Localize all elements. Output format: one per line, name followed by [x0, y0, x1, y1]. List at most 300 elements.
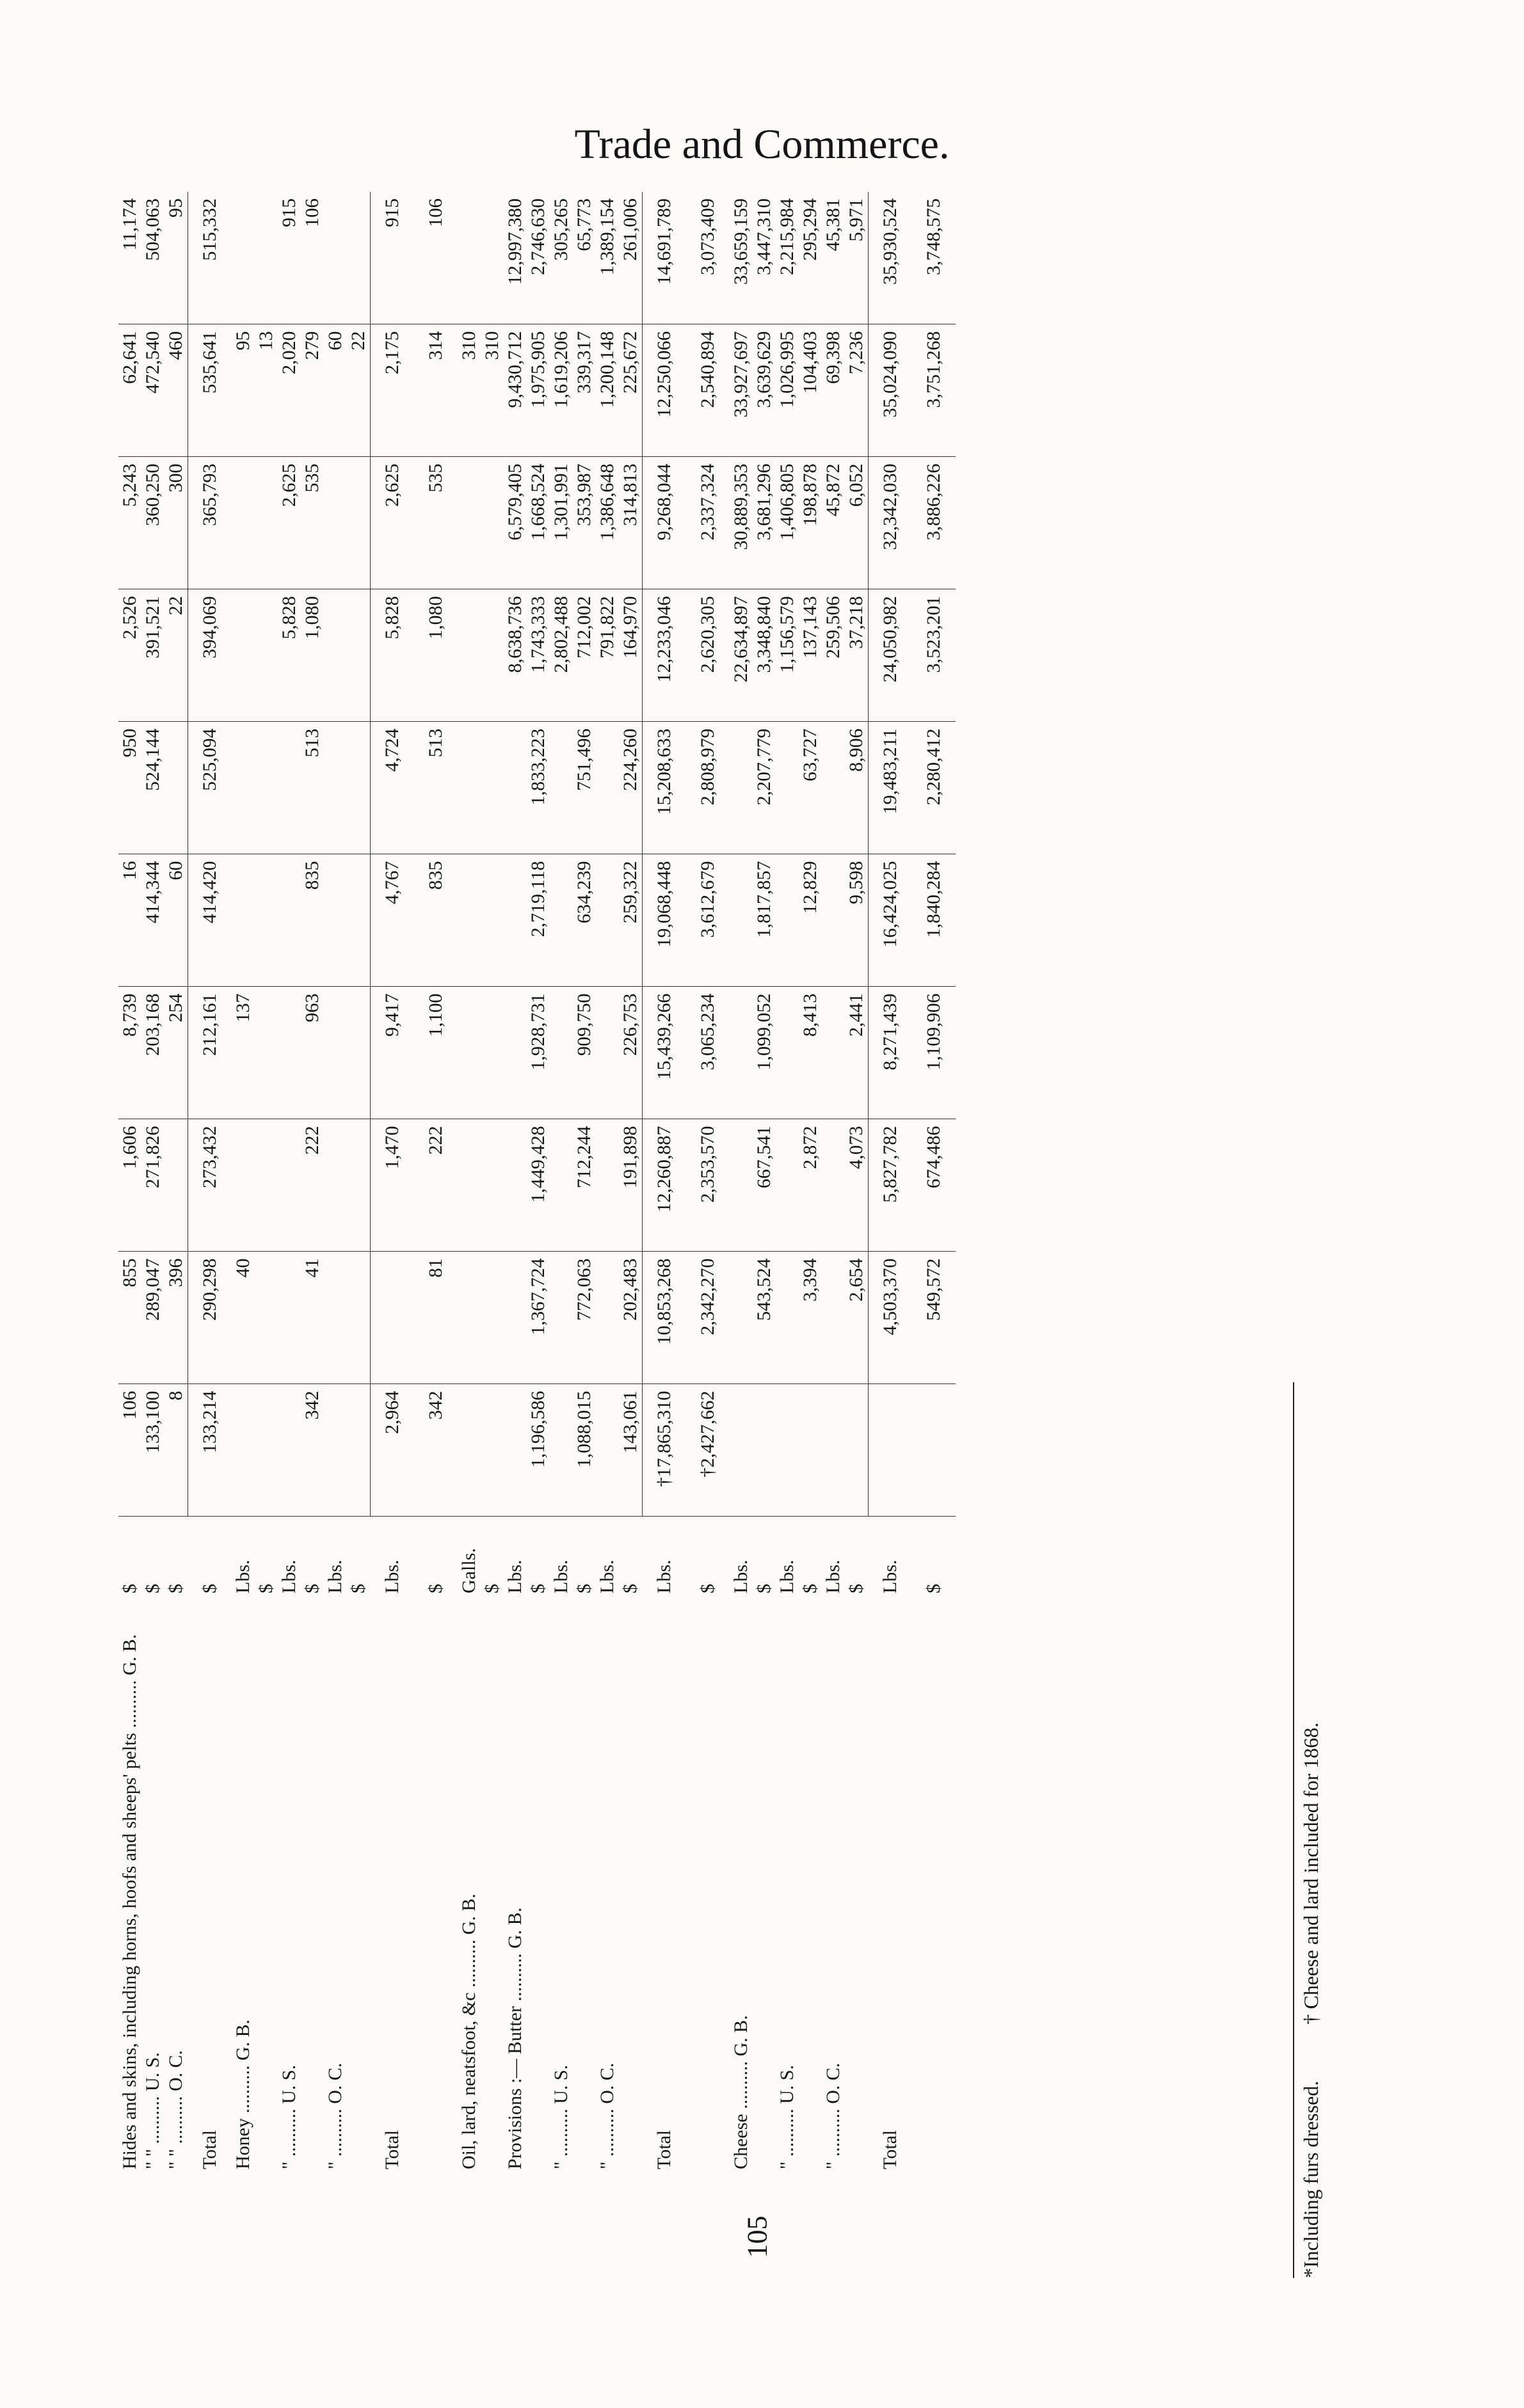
row-unit: $	[620, 1584, 641, 1593]
table-cell: 2,215,984	[776, 192, 799, 324]
row-label	[481, 1600, 504, 2176]
table-cell: 3,348,840	[753, 589, 776, 722]
table-cell: 360,250	[141, 457, 164, 589]
table-cell: 198,878	[799, 457, 822, 589]
table-cell	[481, 722, 504, 854]
table-cell: 1,100	[414, 987, 458, 1119]
row-unit: Lbs.	[653, 1559, 675, 1593]
table-cell: 339,317	[573, 324, 596, 457]
table-cell	[776, 722, 799, 854]
table-row	[481, 192, 504, 2176]
table-cell	[232, 589, 255, 722]
table-cell: 81	[414, 1252, 458, 1384]
table-cell: 472,540	[141, 324, 164, 457]
table-cell: 1,301,991	[550, 457, 573, 589]
table-cell	[596, 1384, 619, 1517]
table-cell: 3,751,268	[912, 324, 956, 457]
table-cell: 24,050,982	[869, 589, 913, 722]
table-cell	[255, 589, 278, 722]
row-label	[686, 1600, 730, 2176]
table-cell: 513	[414, 722, 458, 854]
table-cell	[550, 1252, 573, 1384]
table-cell	[278, 1252, 301, 1384]
table-cell: 191,898	[619, 1119, 643, 1252]
table-cell: 1,026,995	[776, 324, 799, 457]
row-unit: $	[119, 1584, 140, 1593]
table-cell	[845, 1384, 869, 1517]
table-cell: 674,486	[912, 1119, 956, 1252]
table-cell	[458, 192, 481, 324]
row-label	[573, 1600, 596, 2176]
row-country: G. B.	[458, 1894, 479, 1940]
table-cell	[255, 1119, 278, 1252]
table-cell: 226,753	[619, 987, 643, 1119]
table-cell: 106	[414, 192, 458, 324]
table-cell: 5,827,782	[869, 1119, 913, 1252]
table-cell: 30,889,353	[730, 457, 753, 589]
table-cell: 1,109,906	[912, 987, 956, 1119]
table-cell	[278, 722, 301, 854]
table-cell	[347, 1384, 371, 1517]
table-cell: 2,620,305	[686, 589, 730, 722]
row-unit: $	[348, 1584, 369, 1593]
table-cell: 3,612,679	[686, 854, 730, 987]
table-cell: 1,367,724	[527, 1252, 550, 1384]
table-cell: 95	[164, 192, 188, 324]
table-row	[776, 192, 799, 2176]
table-cell	[776, 854, 799, 987]
table-cell: 19,068,448	[643, 854, 687, 987]
table-cell: 5,243	[118, 457, 141, 589]
table-cell: 12,250,066	[643, 324, 687, 457]
table-cell: 2,337,324	[686, 457, 730, 589]
table-cell: 460	[164, 324, 188, 457]
table-cell: 1,928,731	[527, 987, 550, 1119]
table-cell: 543,524	[753, 1252, 776, 1384]
table-cell: 62,641	[118, 324, 141, 457]
table-cell: 3,639,629	[753, 324, 776, 457]
row-unit: $	[142, 1584, 163, 1593]
row-unit: Lbs.	[730, 1559, 751, 1593]
table-cell: 915	[278, 192, 301, 324]
table-cell	[822, 722, 845, 854]
table-cell	[550, 854, 573, 987]
table-cell: 835	[414, 854, 458, 987]
table-cell: 33,659,159	[730, 192, 753, 324]
row-label: Total	[653, 2130, 675, 2169]
table-cell: 45,381	[822, 192, 845, 324]
table-cell	[347, 589, 371, 722]
table-cell: 289,047	[141, 1252, 164, 1384]
row-unit: $	[799, 1584, 821, 1593]
table-cell	[324, 192, 347, 324]
table-row	[753, 192, 776, 2176]
table-row	[619, 192, 643, 2176]
table-cell	[822, 1384, 845, 1517]
table-cell: 259,322	[619, 854, 643, 987]
row-unit: $	[527, 1584, 549, 1593]
row-country: O. C.	[325, 2062, 346, 2109]
table-cell: 8,413	[799, 987, 822, 1119]
table-cell: 2,175	[371, 324, 415, 457]
table-cell: 2,526	[118, 589, 141, 722]
table-cell: 35,930,524	[869, 192, 913, 324]
table-cell: 2,020	[278, 324, 301, 457]
table-cell	[164, 1119, 188, 1252]
table-cell	[504, 1384, 527, 1517]
table-cell	[481, 192, 504, 324]
row-label: " .......... U. S.	[776, 2064, 798, 2169]
table-cell: 1,386,648	[596, 457, 619, 589]
table-cell	[730, 1252, 753, 1384]
table-cell	[232, 457, 255, 589]
row-label: Total	[879, 2130, 901, 2169]
table-cell: 4,724	[371, 722, 415, 854]
table-cell: 8	[164, 1384, 188, 1517]
table-cell: 394,069	[188, 589, 232, 722]
table-cell: 16,424,025	[869, 854, 913, 987]
table-cell: 37,218	[845, 589, 869, 722]
table-cell: 1,099,052	[753, 987, 776, 1119]
table-cell: 1,088,015	[573, 1384, 596, 1517]
table-cell	[776, 987, 799, 1119]
row-unit: Lbs.	[822, 1559, 844, 1593]
table-cell	[232, 854, 255, 987]
row-label	[912, 1600, 956, 2176]
table-cell	[347, 722, 371, 854]
row-unit: Lbs.	[381, 1559, 403, 1593]
table-cell	[324, 854, 347, 987]
table-cell	[347, 457, 371, 589]
table-cell: 3,394	[799, 1252, 822, 1384]
table-cell: 3,447,310	[753, 192, 776, 324]
row-label: Cheese .......... G. B.	[730, 2015, 751, 2169]
row-unit: Lbs.	[325, 1559, 346, 1593]
table-row	[414, 192, 458, 2176]
table-row	[912, 192, 956, 2176]
table-cell: 8,271,439	[869, 987, 913, 1119]
table-cell: 667,541	[753, 1119, 776, 1252]
table-cell: 225,672	[619, 324, 643, 457]
table-cell: 33,927,697	[730, 324, 753, 457]
row-country: G. B.	[119, 1634, 140, 1680]
table-cell: 1,449,428	[527, 1119, 550, 1252]
table-row	[347, 192, 371, 2176]
table-cell: 2,746,630	[527, 192, 550, 324]
table-row	[255, 192, 278, 2176]
table-row	[845, 192, 869, 2176]
table-cell: 12,260,887	[643, 1119, 687, 1252]
row-unit: $	[574, 1584, 595, 1593]
table-cell	[255, 854, 278, 987]
table-cell: 835	[301, 854, 324, 987]
table-cell	[458, 1119, 481, 1252]
page-number: 105	[741, 2215, 773, 2258]
table-cell	[458, 854, 481, 987]
row-label: " " .......... U. S.	[142, 2052, 163, 2169]
table-row	[324, 192, 347, 2176]
table-cell: 164,970	[619, 589, 643, 722]
table-cell	[481, 457, 504, 589]
table-cell	[232, 192, 255, 324]
table-cell	[822, 1119, 845, 1252]
table-cell: 60	[324, 324, 347, 457]
table-cell: 1,668,524	[527, 457, 550, 589]
row-unit: $	[846, 1584, 867, 1593]
table-cell: 9,598	[845, 854, 869, 987]
row-label: Total	[381, 2130, 403, 2169]
table-row	[550, 192, 573, 2176]
table-row	[188, 192, 232, 2176]
table-cell	[481, 1384, 504, 1517]
table-cell: 5,828	[371, 589, 415, 722]
table-cell: 261,006	[619, 192, 643, 324]
row-country: O. C.	[597, 2062, 618, 2109]
table-cell	[753, 1384, 776, 1517]
table-cell	[799, 1384, 822, 1517]
row-label	[799, 1600, 822, 2176]
table-cell	[347, 987, 371, 1119]
table-cell	[255, 1252, 278, 1384]
table-cell	[324, 987, 347, 1119]
row-country: U. S.	[550, 2064, 572, 2109]
row-label	[619, 1600, 643, 2176]
table-cell	[776, 1119, 799, 1252]
table-cell: 513	[301, 722, 324, 854]
table-cell: 305,265	[550, 192, 573, 324]
trade-table	[118, 192, 956, 2176]
table-cell: 6,052	[845, 457, 869, 589]
table-cell	[347, 192, 371, 324]
row-unit: $	[481, 1584, 502, 1593]
table-cell: 391,521	[141, 589, 164, 722]
table-cell: 751,496	[573, 722, 596, 854]
table-cell: 712,244	[573, 1119, 596, 1252]
table-cell: 202,483	[619, 1252, 643, 1384]
table-cell	[278, 1119, 301, 1252]
table-cell: 3,523,201	[912, 589, 956, 722]
row-unit: $	[198, 1584, 220, 1593]
table-cell: 60	[164, 854, 188, 987]
table-cell: 222	[414, 1119, 458, 1252]
table-cell: 549,572	[912, 1252, 956, 1384]
table-cell: 1,470	[371, 1119, 415, 1252]
table-cell	[504, 1252, 527, 1384]
footnote-1: *Including furs dressed.	[1299, 2080, 1322, 2278]
row-country: O. C.	[165, 2050, 186, 2096]
table-cell: 8,739	[118, 987, 141, 1119]
table-cell	[596, 722, 619, 854]
row-unit: $	[301, 1584, 323, 1593]
row-label	[753, 1600, 776, 2176]
table-cell: 963	[301, 987, 324, 1119]
table-cell: 4,503,370	[869, 1252, 913, 1384]
row-label: Provisions :— Butter .......... G. B.	[504, 1907, 525, 2169]
row-label	[414, 1600, 458, 2176]
table-cell: 14,691,789	[643, 192, 687, 324]
row-label: Hides and skins, including horns, hoofs and sheeps' pelts .......... G. B.	[119, 1634, 140, 2169]
table-cell: 3,073,409	[686, 192, 730, 324]
table-cell: 2,808,979	[686, 722, 730, 854]
table-cell: 535	[301, 457, 324, 589]
row-unit: $	[923, 1584, 944, 1593]
table-row	[141, 192, 164, 2176]
table-cell: 515,332	[188, 192, 232, 324]
row-unit: Lbs.	[776, 1559, 798, 1593]
table-cell: 524,144	[141, 722, 164, 854]
table-cell: 279	[301, 324, 324, 457]
table-cell: 712,002	[573, 589, 596, 722]
table-cell: 106	[301, 192, 324, 324]
table-cell: 3,681,296	[753, 457, 776, 589]
table-cell	[550, 987, 573, 1119]
table-cell	[481, 1119, 504, 1252]
table-cell: 310	[481, 324, 504, 457]
table-cell: 3,886,226	[912, 457, 956, 589]
row-label: Oil, lard, neatsfoot, &c .......... G. B.	[458, 1894, 479, 2169]
table-cell: 310	[458, 324, 481, 457]
table-cell	[912, 1384, 956, 1517]
table-cell: 1,833,223	[527, 722, 550, 854]
table-cell: 40	[232, 1252, 255, 1384]
table-cell	[232, 1119, 255, 1252]
table-cell	[324, 722, 347, 854]
table-cell: 909,750	[573, 987, 596, 1119]
row-label: Total	[198, 2130, 220, 2169]
table-cell	[164, 722, 188, 854]
row-label	[255, 1600, 278, 2176]
table-row	[118, 192, 141, 2176]
row-unit: Lbs.	[232, 1559, 253, 1593]
table-cell: 396	[164, 1252, 188, 1384]
table-cell	[347, 1252, 371, 1384]
table-cell	[550, 722, 573, 854]
table-cell: 22,634,897	[730, 589, 753, 722]
table-cell: 106	[118, 1384, 141, 1517]
table-cell: 104,403	[799, 324, 822, 457]
table-cell: 3,748,575	[912, 192, 956, 324]
table-cell	[481, 1252, 504, 1384]
table-cell	[458, 457, 481, 589]
table-cell	[324, 457, 347, 589]
table-cell: 143,061	[619, 1384, 643, 1517]
row-country: G. B.	[504, 1907, 525, 1954]
table-cell: †17,865,310	[643, 1384, 687, 1517]
row-country: G. B.	[232, 2019, 253, 2066]
table-cell: 63,727	[799, 722, 822, 854]
table-cell: 1,196,586	[527, 1384, 550, 1517]
table-cell: 273,432	[188, 1119, 232, 1252]
table-cell	[550, 1119, 573, 1252]
table-cell: 137,143	[799, 589, 822, 722]
table-cell	[550, 1384, 573, 1517]
row-country: U. S.	[278, 2064, 300, 2109]
table-cell: 2,719,118	[527, 854, 550, 987]
table-cell	[481, 854, 504, 987]
table-cell: 855	[118, 1252, 141, 1384]
row-unit: $	[753, 1584, 774, 1593]
table-cell	[232, 1384, 255, 1517]
table-cell	[255, 722, 278, 854]
row-unit: Lbs.	[504, 1559, 525, 1593]
table-cell: 535,641	[188, 324, 232, 457]
table-cell: 22	[347, 324, 371, 457]
table-cell: 414,344	[141, 854, 164, 987]
table-cell	[324, 1384, 347, 1517]
table-cell: 5,828	[278, 589, 301, 722]
table-row	[799, 192, 822, 2176]
table-cell: †2,427,662	[686, 1384, 730, 1517]
table-row	[822, 192, 845, 2176]
table-cell	[776, 1252, 799, 1384]
table-cell: 314,813	[619, 457, 643, 589]
table-cell: 2,872	[799, 1119, 822, 1252]
table-cell: 6,579,405	[504, 457, 527, 589]
table-cell	[822, 987, 845, 1119]
table-cell	[730, 987, 753, 1119]
table-cell: 11,174	[118, 192, 141, 324]
table-cell: 2,654	[845, 1252, 869, 1384]
table-cell: 353,987	[573, 457, 596, 589]
table-cell: 525,094	[188, 722, 232, 854]
table-cell	[596, 987, 619, 1119]
row-unit: Lbs.	[879, 1559, 901, 1593]
table-cell: 1,975,905	[527, 324, 550, 457]
table-cell: 133,100	[141, 1384, 164, 1517]
table-cell	[730, 722, 753, 854]
table-cell	[596, 1252, 619, 1384]
table-body	[118, 192, 956, 2176]
table-cell: 2,441	[845, 987, 869, 1119]
table-row	[371, 192, 415, 2176]
table-cell: 45,872	[822, 457, 845, 589]
table-row	[301, 192, 324, 2176]
table-cell: 3,065,234	[686, 987, 730, 1119]
table-cell	[822, 854, 845, 987]
table-cell: 254	[164, 987, 188, 1119]
table-cell: 1,156,579	[776, 589, 799, 722]
table-cell	[278, 987, 301, 1119]
table-cell: 212,161	[188, 987, 232, 1119]
table-cell: 224,260	[619, 722, 643, 854]
table-cell: 950	[118, 722, 141, 854]
table-cell: 22	[164, 589, 188, 722]
table-cell: 2,342,270	[686, 1252, 730, 1384]
table-cell: 12,233,046	[643, 589, 687, 722]
table-cell: 1,606	[118, 1119, 141, 1252]
row-country: U. S.	[142, 2052, 163, 2096]
page-title: Trade and Commerce.	[574, 121, 950, 168]
table-cell: 32,342,030	[869, 457, 913, 589]
row-label: " .......... O. C.	[597, 2062, 618, 2169]
table-cell	[481, 589, 504, 722]
table-cell: 222	[301, 1119, 324, 1252]
table-cell: 16	[118, 854, 141, 987]
trade-table-rotated	[118, 192, 1357, 2176]
table-cell: 1,619,206	[550, 324, 573, 457]
row-label	[527, 1600, 550, 2176]
row-unit: Lbs.	[550, 1559, 572, 1593]
table-cell: 12,829	[799, 854, 822, 987]
table-cell: 1,080	[301, 589, 324, 722]
table-cell: 137	[232, 987, 255, 1119]
table-cell: 634,239	[573, 854, 596, 987]
table-cell: 19,483,211	[869, 722, 913, 854]
table-cell: 1,817,857	[753, 854, 776, 987]
table-cell	[255, 192, 278, 324]
table-cell: 290,298	[188, 1252, 232, 1384]
row-label	[301, 1600, 324, 2176]
